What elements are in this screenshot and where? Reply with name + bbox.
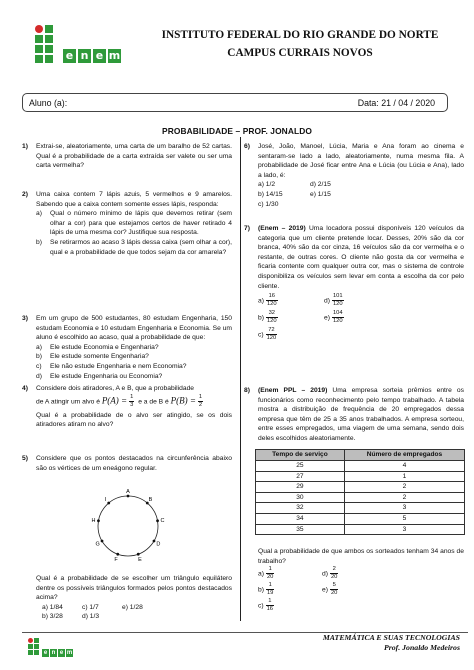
- logo-square: [34, 638, 39, 643]
- logo-square: [45, 35, 53, 43]
- table-cell: 4: [344, 461, 464, 472]
- option-letter: d): [322, 570, 328, 578]
- sub-item-text: Ele estude Engenharia ou Economia?: [50, 372, 163, 380]
- prob-b-expression: P(B) =: [170, 394, 196, 405]
- question-number: 5): [22, 455, 28, 462]
- enem-wordmark: [63, 49, 121, 63]
- table-cell: 3: [344, 503, 464, 514]
- options-grid: [258, 293, 464, 342]
- denominator: 120: [332, 301, 343, 308]
- sub-item: [36, 209, 232, 238]
- probability-line: [36, 394, 232, 411]
- option: d) 2/15: [310, 181, 331, 189]
- table-body: [256, 461, 465, 535]
- option: [258, 310, 324, 325]
- ifrn-enem-logo: [35, 25, 145, 67]
- vertex-point: [107, 502, 110, 505]
- option-letter: e): [322, 586, 328, 594]
- table-row: [256, 524, 465, 535]
- sub-item: [36, 343, 232, 353]
- denominator: 19: [266, 590, 274, 597]
- enem-letter: e: [63, 49, 76, 63]
- vertex-label: E: [138, 556, 142, 563]
- table-cell: 5: [344, 513, 464, 524]
- logo-square: [34, 650, 39, 655]
- numerator: 32: [266, 310, 278, 318]
- sub-item-letter: a): [36, 343, 42, 351]
- denominator: 120: [332, 318, 343, 325]
- table-cell: 27: [256, 471, 345, 482]
- fraction: [330, 582, 338, 597]
- vertex-label: A: [126, 489, 130, 495]
- logo-square: [35, 35, 43, 43]
- question-1: [22, 142, 232, 171]
- vertex-point: [137, 553, 140, 556]
- table-header: Número de empregados: [344, 450, 464, 461]
- prob-a-expression: P(A) =: [101, 394, 128, 405]
- column-divider: [240, 137, 241, 621]
- sub-item-text: Qual o número mínimo de lápis que devemos retirar (sem olhar a cor) para que estejamos certos de haver retirado 4 lápis de uma mesma cor? Justifique sua resposta.: [50, 210, 232, 237]
- table-header-row: [256, 450, 465, 461]
- campus-name: CAMPUS CURRAIS NOVOS: [227, 47, 373, 59]
- numerator: 72: [266, 327, 278, 335]
- enem-letter: n: [51, 650, 56, 656]
- question-text: José, João, Manoel, Lúcia, Maria e Ana foram ao cinema e sentaram-se lado a lado, aleatoriamente, numa mesma fila. A probabilidade de José ficar entre Ana e Lúcia (ou Lúcia e Ana), lado a lado, é:: [258, 143, 464, 179]
- question-4: [22, 384, 232, 430]
- enem-letter: m: [108, 49, 121, 62]
- option: [258, 582, 322, 597]
- option: [322, 582, 386, 597]
- vertex-point: [153, 540, 156, 543]
- question-text: de A atingir um alvo é: [36, 397, 100, 405]
- option-letter: d): [324, 297, 330, 305]
- logo-square: [45, 45, 53, 53]
- question-text: Qual é a probabilidade de se escolher um triângulo equilátero dentre os possíveis triângulos formados pelos pontos destacados acima?: [36, 575, 232, 602]
- logo-square: [45, 55, 53, 63]
- question-5-continued: [36, 574, 232, 622]
- fraction: [330, 566, 338, 581]
- sub-item-text: Ele não estude Engenharia e nem Economia?: [50, 362, 187, 370]
- vertex-point: [97, 519, 100, 522]
- sub-item-text: Se retirarmos ao acaso 3 lápis dessa caixa (sem olhar a cor), qual e a probabilidade de que todos sejam da cor amarela?: [50, 238, 232, 256]
- footer-logo: [28, 636, 74, 660]
- option: a) 1/84: [42, 603, 63, 611]
- option: e) 1/15: [310, 190, 331, 198]
- logo-square: [28, 644, 33, 649]
- numerator: 104: [332, 310, 343, 317]
- student-name-label: Aluno (a):: [29, 98, 68, 108]
- sub-item-text: Ele estude Economia e Engenharia?: [50, 343, 159, 351]
- question-3: [22, 314, 232, 381]
- question-number: 8): [244, 387, 250, 394]
- numerator: 2: [330, 566, 338, 574]
- logo-red-dot: [28, 638, 33, 643]
- fraction: [266, 310, 278, 325]
- vertex-point: [156, 519, 159, 522]
- sub-item: [36, 362, 232, 372]
- table-cell: 34: [256, 513, 345, 524]
- option: c) 1/30: [258, 200, 279, 208]
- option: [258, 293, 324, 308]
- option: [258, 566, 322, 581]
- sub-item-letter: b): [36, 353, 42, 361]
- question-number: 1): [22, 143, 28, 150]
- employees-table: [255, 449, 465, 535]
- vertex-label: C: [160, 517, 165, 524]
- table-row: [256, 492, 465, 503]
- footer-teacher: Prof. Jonaldo Medeiros: [383, 643, 460, 652]
- denominator: 2: [198, 401, 203, 408]
- table-row: [256, 471, 465, 482]
- question-6: [244, 142, 464, 209]
- table-row: [256, 503, 465, 514]
- sub-item-letter: a): [36, 210, 42, 218]
- vertex-label: G: [95, 541, 100, 548]
- option: c) 1/7: [82, 603, 99, 611]
- option-letter: c): [258, 602, 264, 610]
- numerator: 101: [332, 293, 343, 300]
- question-text: Uma caixa contem 7 lápis azuis, 5 vermelhos e 9 amarelos. Sabendo que a caixa contem somente esses lápis, responda:: [36, 191, 232, 208]
- numerator: 1: [266, 566, 274, 574]
- numerator: 1: [130, 393, 134, 400]
- vertex-label: H: [91, 517, 96, 524]
- vertex-label: B: [148, 497, 153, 504]
- question-number: 2): [22, 191, 28, 198]
- fraction: [332, 310, 344, 325]
- table-cell: 2: [344, 482, 464, 493]
- vertex-point: [101, 540, 104, 543]
- fraction: [266, 566, 274, 581]
- question-8: [244, 386, 464, 444]
- option-letter: e): [324, 314, 330, 322]
- enem-letter: n: [78, 49, 91, 63]
- denominator: 120: [266, 301, 277, 308]
- table-cell: 35: [256, 524, 345, 535]
- question-text: Em um grupo de 500 estudantes, 80 estudam Engenharia, 150 estudam Economia e 10 estudam Engenharia e Economia. Se um aluno é escolhido ao acaso, qual a probabilidade de que:: [36, 315, 232, 342]
- question-2: [22, 190, 232, 257]
- numerator: 1: [266, 598, 274, 606]
- fraction: [332, 293, 344, 308]
- sub-item: [36, 238, 232, 257]
- options-grid: [258, 566, 464, 613]
- fraction: [266, 327, 278, 342]
- option-letter: b): [258, 314, 264, 322]
- enem-wordmark: [42, 649, 73, 657]
- sub-item-text: Ele estude somente Engenharia?: [50, 353, 149, 361]
- numerator: 16: [266, 293, 278, 301]
- option: [258, 327, 324, 342]
- student-info-box: [22, 93, 448, 112]
- table-cell: 25: [256, 461, 345, 472]
- denominator: 120: [266, 335, 277, 342]
- question-number: 3): [22, 315, 28, 322]
- fraction: [266, 598, 274, 613]
- option: [258, 598, 322, 613]
- date-label: Data: 21 / 04 / 2020: [357, 98, 435, 108]
- fraction: [266, 293, 278, 308]
- sub-item: [36, 372, 232, 382]
- vertex-point: [116, 553, 119, 556]
- option: b) 14/15: [258, 190, 283, 198]
- enem-letter: e: [93, 49, 106, 63]
- logo-red-dot: [35, 25, 43, 33]
- denominator: 20: [266, 574, 274, 581]
- logo-square: [45, 25, 53, 33]
- table-row: [256, 461, 465, 472]
- footer-text: [323, 633, 460, 653]
- option-letter: b): [258, 586, 264, 594]
- numerator: 1: [198, 393, 203, 400]
- sub-item-letter: c): [36, 362, 42, 370]
- institution-header: [150, 26, 450, 62]
- vertex-label: F: [114, 556, 118, 563]
- numerator: 5: [330, 582, 338, 590]
- numerator: 1: [266, 582, 274, 590]
- table-cell: 3: [344, 524, 464, 535]
- options-grid: [258, 180, 464, 209]
- vertex-label: D: [156, 541, 161, 548]
- enneagon-circle-diagram: [90, 486, 166, 566]
- question-8-continued: [258, 547, 464, 613]
- circumference: [95, 496, 161, 556]
- sub-item-letter: b): [36, 238, 42, 246]
- option-letter: c): [258, 331, 264, 339]
- question-text: Uma empresa sorteia prêmios entre os funcionários como reconhecimento pelo tempo trabalhado. A tabela mostra a distribuição de frequência de 20 empregados dessa empresa que têm de 25 a 35 anos trabalhados. A empresa sorteou, entre esses empregados, uma viagem de uma semana, sendo dois deles escolhidos aleatoriamente.: [258, 387, 464, 442]
- question-number: 4): [22, 385, 28, 392]
- option: [322, 566, 386, 581]
- table-cell: 2: [344, 492, 464, 503]
- fraction: [266, 582, 274, 597]
- table-header: Tempo de serviço: [256, 450, 345, 461]
- question-text: Extrai-se, aleatoriamente, uma carta de um baralho de 52 cartas. Qual é a probabilidade de a carta extraída ser valete ou ser uma carta vermelha?: [36, 143, 232, 170]
- options-grid: [36, 603, 232, 622]
- denominator: 20: [330, 590, 338, 597]
- question-text: Qual é a probabilidade de o alvo ser atingido, se os dois atiradores atiram no alvo?: [36, 411, 232, 429]
- question-text: e a de B é: [138, 397, 169, 405]
- option: [324, 310, 390, 325]
- question-source: (Enem – 2019): [258, 225, 306, 232]
- question-7: [244, 224, 464, 342]
- table-cell: 1: [344, 471, 464, 482]
- vertex-label: I: [104, 497, 107, 504]
- question-number: 6): [244, 143, 250, 150]
- table-row: [256, 513, 465, 524]
- question-5: [22, 454, 232, 473]
- institution-name: INSTITUTO FEDERAL DO RIO GRANDE DO NORTE: [161, 29, 439, 41]
- question-text: Considere que os pontos destacados na circunferência abaixo são os vértices de um eneágono regular.: [36, 455, 232, 472]
- enem-letter: e: [43, 650, 48, 656]
- option: b) 3/28: [42, 613, 63, 621]
- page-title: PROBABILIDADE – PROF. JONALDO: [162, 126, 312, 136]
- vertex-point: [127, 495, 130, 498]
- denominator: 3: [130, 401, 134, 408]
- enem-letter: m: [66, 650, 73, 656]
- table-row: [256, 482, 465, 493]
- option: a) 1/2: [258, 181, 276, 189]
- logo-square: [28, 650, 33, 655]
- fraction: [198, 394, 203, 409]
- denominator: 120: [266, 318, 277, 325]
- denominator: 16: [266, 606, 274, 613]
- fraction: [129, 394, 134, 409]
- option: d) 1/3: [82, 613, 100, 621]
- option: [324, 293, 390, 308]
- logo-square: [35, 55, 43, 63]
- option: e) 1/28: [122, 603, 143, 611]
- question-text: Uma locadora possui disponíveis 120 veículos da categoria que um cliente pretende locar. Desses, 20% são da cor branca, 40% são da cor cinza, 16 veículos são da cor vermelha e o restante, de outras cores. O cliente não gosta da cor vermelha e ficaria contente com qualquer outra cor, mas o sistema de controle disponibiliza os veículos sem levar em conta a escolha da cor pelo cliente.: [258, 225, 464, 290]
- logo-square: [34, 644, 39, 649]
- option-letter: a): [258, 297, 264, 305]
- sub-item: [36, 352, 232, 362]
- table-cell: 29: [256, 482, 345, 493]
- question-number: 7): [244, 225, 250, 232]
- logo-square: [35, 45, 43, 53]
- table-cell: 30: [256, 492, 345, 503]
- option-letter: a): [258, 570, 264, 578]
- denominator: 20: [330, 574, 338, 581]
- question-source: (Enem PPL – 2019): [258, 387, 328, 394]
- question-text: Considere dois atiradores, A e B, que a probabilidade: [36, 385, 195, 392]
- enem-letter: e: [59, 650, 64, 656]
- sub-item-letter: d): [36, 372, 42, 380]
- question-text: Qual a probabilidade de que ambos os sorteados tenham 34 anos de trabalho?: [258, 548, 464, 565]
- table-cell: 32: [256, 503, 345, 514]
- footer-subject: MATEMÁTICA E SUAS TECNOLOGIAS: [322, 633, 460, 642]
